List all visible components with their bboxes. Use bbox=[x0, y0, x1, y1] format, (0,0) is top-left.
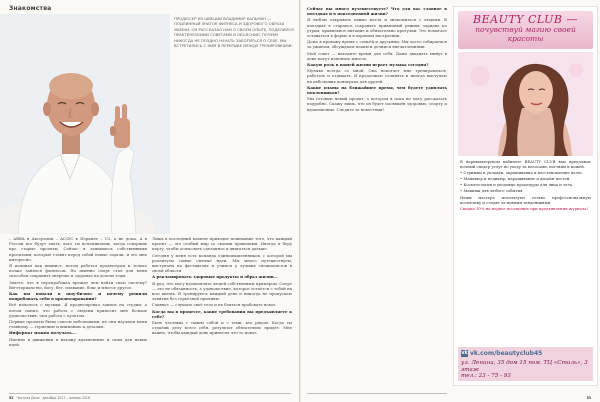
advert-brand: BEAUTY CLUB — bbox=[473, 13, 578, 26]
advert-contacts bbox=[458, 347, 593, 381]
advert-bullet: • Макияж для любого события. bbox=[460, 188, 524, 194]
vk-link-text: vk.com/beautyclub45 bbox=[470, 350, 543, 357]
question-heading: Как вы попали в шоу-бизнес и почему решили попробовать себя в продюсировании? bbox=[9, 291, 147, 302]
footer-rule bbox=[307, 393, 447, 394]
beauty-club-advert bbox=[453, 6, 598, 386]
phone-line: тел.: 23 - 75 - 93 bbox=[461, 373, 511, 379]
section-title: Знакомства bbox=[9, 5, 52, 12]
paragraph: Лишь в последний момент приходит понимание того, что каждый проект — это особый мир со своими правилами. Иногда я беру паузу, чтобы осмыслить сделанное и двигаться дальше. bbox=[152, 236, 292, 252]
question-heading: Когда вы в процессе, какие требования вы предъявляете к себе? bbox=[152, 308, 292, 319]
advert-photo bbox=[458, 52, 593, 156]
advert-body bbox=[460, 159, 591, 211]
vk-icon: vk bbox=[461, 350, 468, 356]
paragraph: Знаете, что я перепробовал прежде чем найти свою систему? Вегетарианство, йогу, бег, плавание, бокс и многое другое. bbox=[9, 279, 147, 290]
paragraph: Я люблю открывать новые места и знакомиться с людьми. В поездках я стараюсь сохранять привычный режим: зарядка по утрам, правильное питание и обязательно прогулки. Это помогает оставаться в форме и в хорошем настроении. bbox=[307, 17, 447, 39]
vk-link[interactable] bbox=[461, 350, 542, 357]
question-heading: Сейчас вы много путешествуете? Что для вас главное в поездках и в повседневной жизни? bbox=[307, 6, 447, 17]
left-column-2 bbox=[152, 236, 292, 337]
paragraph: Всё началось с музыки. Я продюсировал записи на студии, а потом понял, что работа с людьми приносит мне больше удовольствия, чем работа с пультом. bbox=[9, 302, 147, 318]
left-column-1 bbox=[9, 236, 147, 348]
paragraph: Главное — слушать своё тело и не бояться пробовать новое. bbox=[152, 302, 277, 308]
advert-tagline: почувствуй магию своей красоты bbox=[475, 25, 576, 43]
paragraph: Дома я провожу время с семьёй и друзьями. Мы часто собираемся за ужином, обсуждаем планы и делимся впечатлениями. bbox=[307, 39, 447, 50]
footer-text: Частная Дача · декабрь 2017 – январь 2018 bbox=[16, 396, 90, 400]
paragraph: Первые проекты были совсем небольшими, но они научили меня главному — терпению и вниманию к деталям. bbox=[9, 319, 147, 330]
advert-promo: Скидка 10% на первое посещение при предъявлении журнала! bbox=[460, 205, 589, 211]
paragraph: – ABBA в Австралии – AC/DC в Израиле – U2, а не дома. А в России все будут знать, кого ты вспоминаешь, когда говоришь про старые проекты. Сейчас я занимаюсь собственными проектами, которые ставят перед собой новые задачи, и это мне интересно. bbox=[9, 236, 147, 262]
paragraph: Я рад, что могу вдохновлять людей собственным примером. Спорт — это не обязанность, а удовольствие, которое остаётся с тобой на всю жизнь. Я тренируюсь каждый день и никогда не пропускаю занятия без серьёзной причины. bbox=[152, 280, 292, 302]
paragraph: Я начинал как пианист, потом работал продюсером и только позже занялся фитнесом. Но именно спорт стал для меня способом сохранить энергию и здоровье на долгие годы. bbox=[9, 263, 147, 279]
advert-model-illustration bbox=[458, 52, 593, 156]
question-heading: А рекламировать здоровые продукты и образ жизни... bbox=[152, 274, 278, 280]
question-heading: Информат можно получать... bbox=[9, 330, 76, 336]
page-number: 52 bbox=[9, 396, 14, 400]
lead-paragraph: ПРОДЮСЕР ИЗ ШВЕЦИИ ВЛАДИМИР КАЛЬМАН — ПОДЛИННЫЙ ЗНАТОК ФИТНЕСА И ЗДОРОВОГО ОБРАЗА ЖИЗНИ. ОН РАССКАЗАЛ НАМ О СВОЁМ ОПЫТЕ, ПОДЕЛИЛСЯ ПРАКТИЧЕСКИМИ СОВЕТАМИ И ОБЪЯСНИЛ, ПОЧЕМУ НИКОГДА НЕ ПОЗДНО НАЧАТЬ ЗАБОТИТЬСЯ О СЕБЕ. МЫ ВСТРЕТИЛИСЬ С НИМ В ПЕРЕРЫВЕ МЕЖДУ ТРЕНИРОВКАМИ. bbox=[174, 16, 294, 49]
page-number: 53 bbox=[586, 396, 591, 400]
page-footer bbox=[587, 396, 594, 400]
paragraph: Мой совет — находите время для себя. Даже двадцать минут в день могут изменить многое. bbox=[307, 50, 447, 61]
advert-bullet: • Маникюр и педикюр, наращивание и дизайн ногтей. bbox=[460, 176, 571, 182]
advert-bullet: • Косметология и уходовые процедуры для лица и тела. bbox=[460, 182, 574, 188]
left-page bbox=[0, 0, 299, 402]
right-column-1 bbox=[307, 6, 447, 113]
portrait-illustration bbox=[0, 14, 170, 234]
question-heading: Какие планы на ближайшее время, чем будете удивлять поклонников? bbox=[307, 84, 447, 96]
footer-rule bbox=[9, 393, 291, 394]
advert-paragraph: В парикмахерском кабинете BEAUTY CLUB вам предложат полный спектр услуг по уходу за волосами, ногтями и кожей. bbox=[460, 159, 591, 170]
address-line: ул. Ленина, 35 дом 15 пом. ТЦ «Стиль», 3 этаж bbox=[461, 360, 588, 373]
paragraph: Быть честным с самим собой и с теми, кто рядом. Когда ты отдаёшь делу всего себя, результат обязательно придёт. Мне важно, чтобы каждый день приносил что-то новое. bbox=[152, 320, 292, 336]
right-page bbox=[301, 0, 600, 402]
advert-paragraph: Наши мастера используют только профессиональную косметику и следят за новыми тенденциями. bbox=[460, 194, 591, 205]
page-footer bbox=[9, 396, 90, 400]
question-heading: Какую роль в вашей жизни играет музыка сегодня? bbox=[307, 62, 429, 68]
paragraph: Музыка всегда со мной. Она помогает мне тренироваться, работать и отдыхать. Я продолжаю сочинять и иногда выступаю на небольших концертах для друзей. bbox=[307, 68, 447, 84]
advert-address bbox=[461, 360, 593, 380]
advert-header bbox=[458, 11, 593, 49]
paragraph: Мы готовим новый проект, о котором я пока не могу рассказать подробно. Скажу лишь, что он будет посвящён здоровью, спорту и вдохновению. Следите за новостями! bbox=[307, 96, 447, 112]
paragraph: Именно в движении я нахожу вдохновение и силы для новых идей. bbox=[9, 336, 147, 347]
advert-bullet: • Стрижки и укладки, окрашивание и восстановление волос. bbox=[460, 170, 584, 176]
paragraph: Сегодня у меня есть команда единомышленников, с которой мы реализуем самые смелые идеи. Мы много путешествуем, выступаем на фестивалях и учимся у лучших специалистов в своей области. bbox=[152, 252, 292, 274]
portrait-photo bbox=[0, 14, 170, 234]
